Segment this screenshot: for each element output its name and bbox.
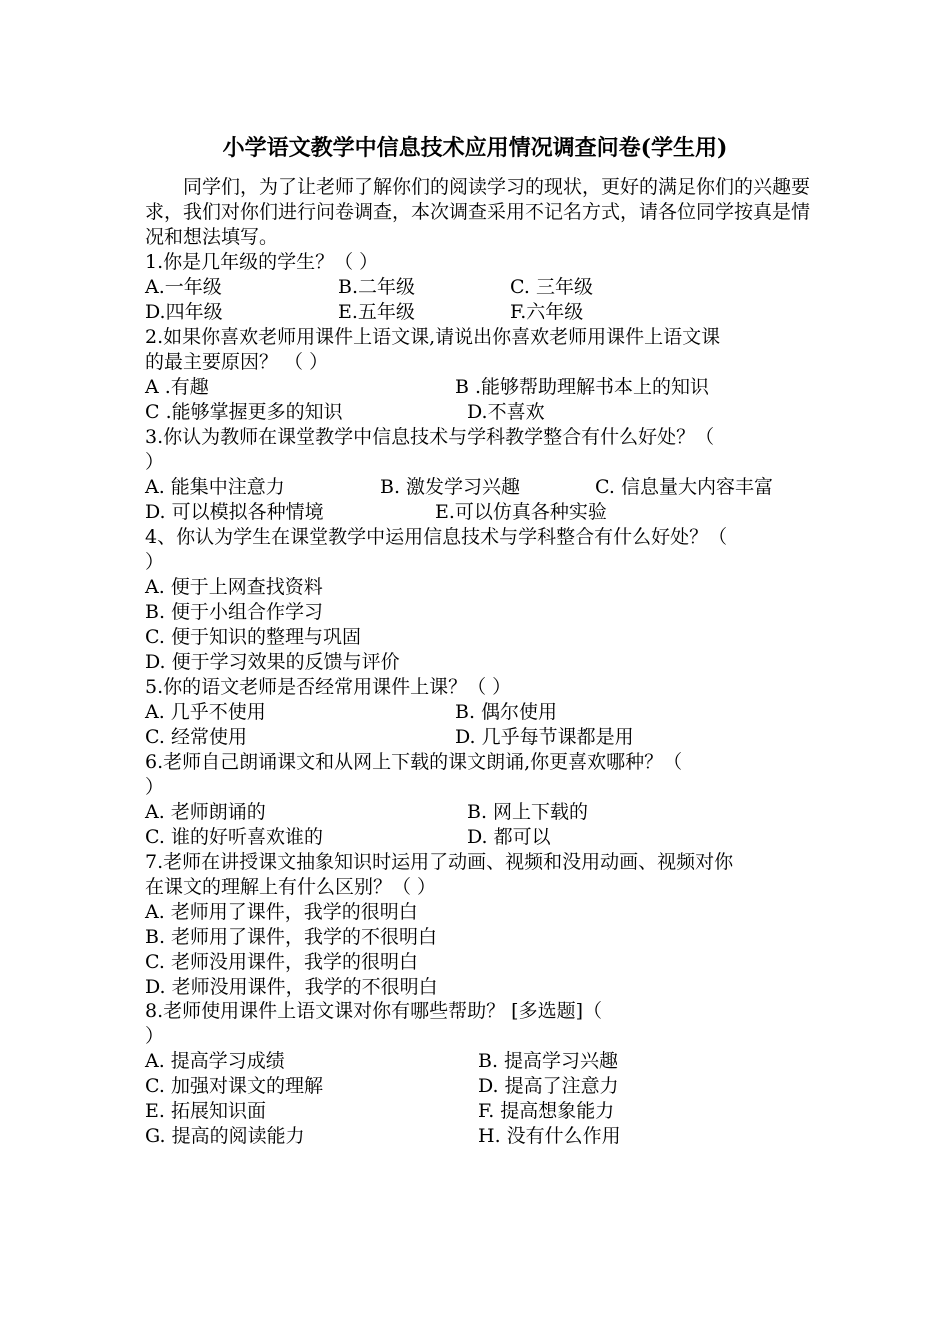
q5-options-row-1 xyxy=(145,700,825,725)
q4-option-d: D. 便于学习效果的反馈与评价 xyxy=(145,651,400,673)
q3-option-a: A. 能集中注意力 xyxy=(145,476,285,498)
q8-option-h: H. 没有什么作用 xyxy=(478,1125,621,1147)
q1-option-e: E.五年级 xyxy=(338,301,415,323)
question-3-line-2: ） xyxy=(145,451,165,473)
q4-option-b: B. 便于小组合作学习 xyxy=(145,601,324,623)
question-2-line-2: 的最主要原因？ （ ） xyxy=(145,351,329,373)
q2-options-row-1 xyxy=(145,375,825,400)
q6-options-row-1 xyxy=(145,800,825,825)
q6-option-a: A. 老师朗诵的 xyxy=(145,801,266,823)
q1-option-d: D.四年级 xyxy=(145,301,223,323)
q5-option-a: A. 几乎不使用 xyxy=(145,701,266,723)
q7-option-a: A. 老师用了课件，我学的很明白 xyxy=(145,901,418,923)
q4-option-a: A. 便于上网查找资料 xyxy=(145,576,323,598)
q5-option-b: B. 偶尔使用 xyxy=(455,701,558,723)
q5-options-row-2 xyxy=(145,725,825,750)
page-title: 小学语文教学中信息技术应用情况调查问卷(学生用) xyxy=(222,135,728,161)
q8-option-g: G. 提高的阅读能力 xyxy=(145,1125,305,1147)
q3-option-d: D. 可以模拟各种情境 xyxy=(145,501,324,523)
q7-option-c: C. 老师没用课件，我学的很明白 xyxy=(145,951,418,973)
q8-option-c: C. 加强对课文的理解 xyxy=(145,1075,323,1097)
q8-options-row-3 xyxy=(145,1099,825,1124)
question-2-line-1: 2.如果你喜欢老师用课件上语文课,请说出你喜欢老师用课件上语文课 xyxy=(145,326,721,348)
q8-option-d: D. 提高了注意力 xyxy=(478,1075,619,1097)
question-6-line-2: ） xyxy=(145,776,165,798)
question-7-line-1: 7.老师在讲授课文抽象知识时运用了动画、视频和没用动画、视频对你 xyxy=(145,851,734,873)
q2-option-a: A .有趣 xyxy=(145,376,209,398)
question-3-line-1: 3.你认为教师在课堂教学中信息技术与学科教学整合有什么好处？（ xyxy=(145,426,715,448)
q2-options-row-2 xyxy=(145,400,825,425)
intro-paragraph: 同学们，为了让老师了解你们的阅读学习的现状，更好的满足你们的兴趣要求，我们对你们进行问卷调查，本次调查采用不记名方式，请各位同学按真是情况和想法填写。 xyxy=(145,176,811,248)
q3-option-e: E.可以仿真各种实验 xyxy=(435,501,607,523)
q8-options-row-4 xyxy=(145,1124,825,1149)
q8-option-b: B. 提高学习兴趣 xyxy=(478,1050,619,1072)
question-7-line-2: 在课文的理解上有什么区别？（ ） xyxy=(145,876,437,898)
q6-options-row-2 xyxy=(145,825,825,850)
q2-option-d: D.不喜欢 xyxy=(467,401,545,423)
q6-option-d: D. 都可以 xyxy=(467,826,551,848)
q7-option-d: D. 老师没用课件，我学的不很明白 xyxy=(145,976,438,998)
q7-option-b: B. 老师用了课件，我学的不很明白 xyxy=(145,926,438,948)
q4-option-c: C. 便于知识的整理与巩固 xyxy=(145,626,361,648)
question-6-line-1: 6.老师自己朗诵课文和从网上下载的课文朗诵,你更喜欢哪种？（ xyxy=(145,751,683,773)
q1-option-b: B.二年级 xyxy=(338,276,416,298)
q1-options-row-2 xyxy=(145,300,825,325)
question-8-line-2: ） xyxy=(145,1025,165,1047)
q6-option-c: C. 谁的好听喜欢谁的 xyxy=(145,826,323,848)
q2-option-c: C .能够掌握更多的知识 xyxy=(145,401,343,423)
question-4-line-2: ） xyxy=(145,551,165,573)
q6-option-b: B. 网上下载的 xyxy=(467,801,589,823)
question-4-line-1: 4、你认为学生在课堂教学中运用信息技术与学科整合有什么好处？（ xyxy=(145,526,728,548)
q3-option-c: C. 信息量大内容丰富 xyxy=(595,476,773,498)
q8-option-a: A. 提高学习成绩 xyxy=(145,1050,285,1072)
q8-options-row-2 xyxy=(145,1074,825,1099)
question-8-line-1: 8.老师使用课件上语文课对你有哪些帮助？ [多选题]（ xyxy=(145,1000,602,1022)
q3-options-row-2 xyxy=(145,500,825,525)
q1-option-a: A.一年级 xyxy=(145,276,222,298)
q3-option-b: B. 激发学习兴趣 xyxy=(380,476,521,498)
q1-options-row-1 xyxy=(145,275,825,300)
q8-options-row-1 xyxy=(145,1049,825,1074)
question-5: 5.你的语文老师是否经常用课件上课？（ ） xyxy=(145,676,512,698)
q5-option-c: C. 经常使用 xyxy=(145,726,247,748)
q8-option-f: F. 提高想象能力 xyxy=(478,1100,615,1122)
q2-option-b: B .能够帮助理解书本上的知识 xyxy=(455,376,710,398)
q3-options-row-1 xyxy=(145,475,825,500)
q1-option-c: C. 三年级 xyxy=(510,276,593,298)
q8-option-e: E. 拓展知识面 xyxy=(145,1100,266,1122)
q1-option-f: F.六年级 xyxy=(510,301,584,323)
q5-option-d: D. 几乎每节课都是用 xyxy=(455,726,634,748)
question-1: 1.你是几年级的学生？（ ） xyxy=(145,251,379,273)
